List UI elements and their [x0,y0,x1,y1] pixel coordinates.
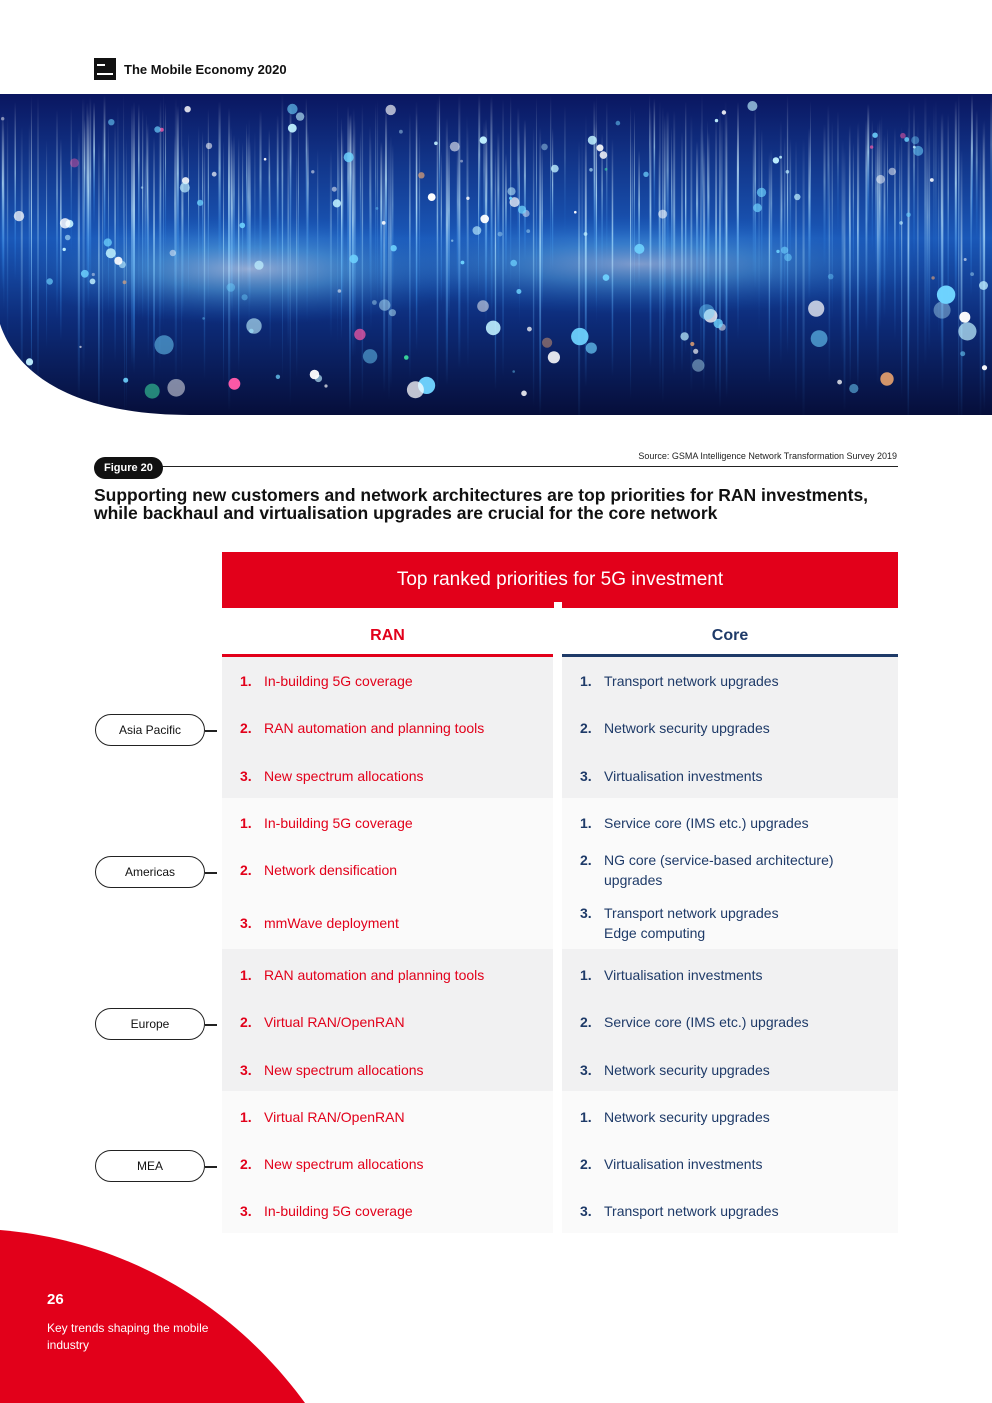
core-item: 1. Service core (IMS etc.) upgrades [580,815,809,831]
ran-item: 2. New spectrum allocations [240,1156,424,1172]
region-connector [205,872,217,874]
ran-block-europe [222,949,553,1091]
ran-item: 3. In-building 5G coverage [240,1203,413,1219]
core-column-header: Core [562,618,898,657]
gsma-logo-icon [94,58,116,80]
core-item: 2. Virtualisation investments [580,1156,763,1172]
ran-item: 3. New spectrum allocations [240,768,424,784]
figure-tag: Figure 20 [94,457,163,479]
core-block-asia-pacific [562,657,898,798]
table-banner: Top ranked priorities for 5G investment [222,552,898,608]
core-item: 1. Virtualisation investments [580,967,763,983]
region-label-americas: Americas [95,856,205,888]
core-item: 3. Transport network upgrades Edge computing [580,905,779,941]
ran-item: 2. Network densification [240,862,398,878]
ran-block-asia-pacific [222,657,553,798]
core-block-americas [562,798,898,949]
ran-column-header: RAN [222,618,553,657]
core-item: 3. Network security upgrades [580,1062,770,1078]
region-label-asia-pacific: Asia Pacific [95,714,205,746]
core-item: 1. Network security upgrades [580,1109,770,1125]
ran-block-americas [222,798,553,949]
core-item: 3. Virtualisation investments [580,768,763,784]
banner-notch [554,602,562,610]
ran-item: 2. Virtual RAN/OpenRAN [240,1014,405,1030]
figure-rule [150,466,898,467]
ran-item: 2. RAN automation and planning tools [240,720,485,736]
page-number: 26 [47,1291,64,1308]
ran-item: 3. New spectrum allocations [240,1062,424,1078]
ran-item: 1. In-building 5G coverage [240,673,413,689]
footer-corner-shape [0,1220,310,1403]
core-block-mea [562,1091,898,1233]
region-label-europe: Europe [95,1008,205,1040]
ran-item: 1. RAN automation and planning tools [240,967,485,983]
core-item: 2. Service core (IMS etc.) upgrades [580,1014,809,1030]
ran-item: 1. In-building 5G coverage [240,815,413,831]
ran-block-mea [222,1091,553,1233]
section-title: Key trends shaping the mobile industry [47,1321,209,1352]
figure-source: Source: GSMA Intelligence Network Transformation Survey 2019 [638,451,897,461]
region-connector [205,1024,217,1026]
document-title: The Mobile Economy 2020 [124,61,287,77]
ran-item: 3. mmWave deployment [240,915,399,931]
region-connector [205,1166,217,1168]
core-item: 2. Network security upgrades [580,720,770,736]
figure-headline: Supporting new customers and network architectures are top priorities for RAN investments, while backhaul and virtualisation upgrades are crucial for the core network [94,485,869,523]
ran-item: 1. Virtual RAN/OpenRAN [240,1109,405,1125]
region-label-mea: MEA [95,1150,205,1182]
page-header [94,58,287,80]
core-item: 2. NG core (service-based architecture) upgrades [580,852,834,888]
core-item: 1. Transport network upgrades [580,673,779,689]
core-block-europe [562,949,898,1091]
core-item: 3. Transport network upgrades [580,1203,779,1219]
region-connector [205,730,217,732]
fibre-optic-hero-image [0,94,992,415]
